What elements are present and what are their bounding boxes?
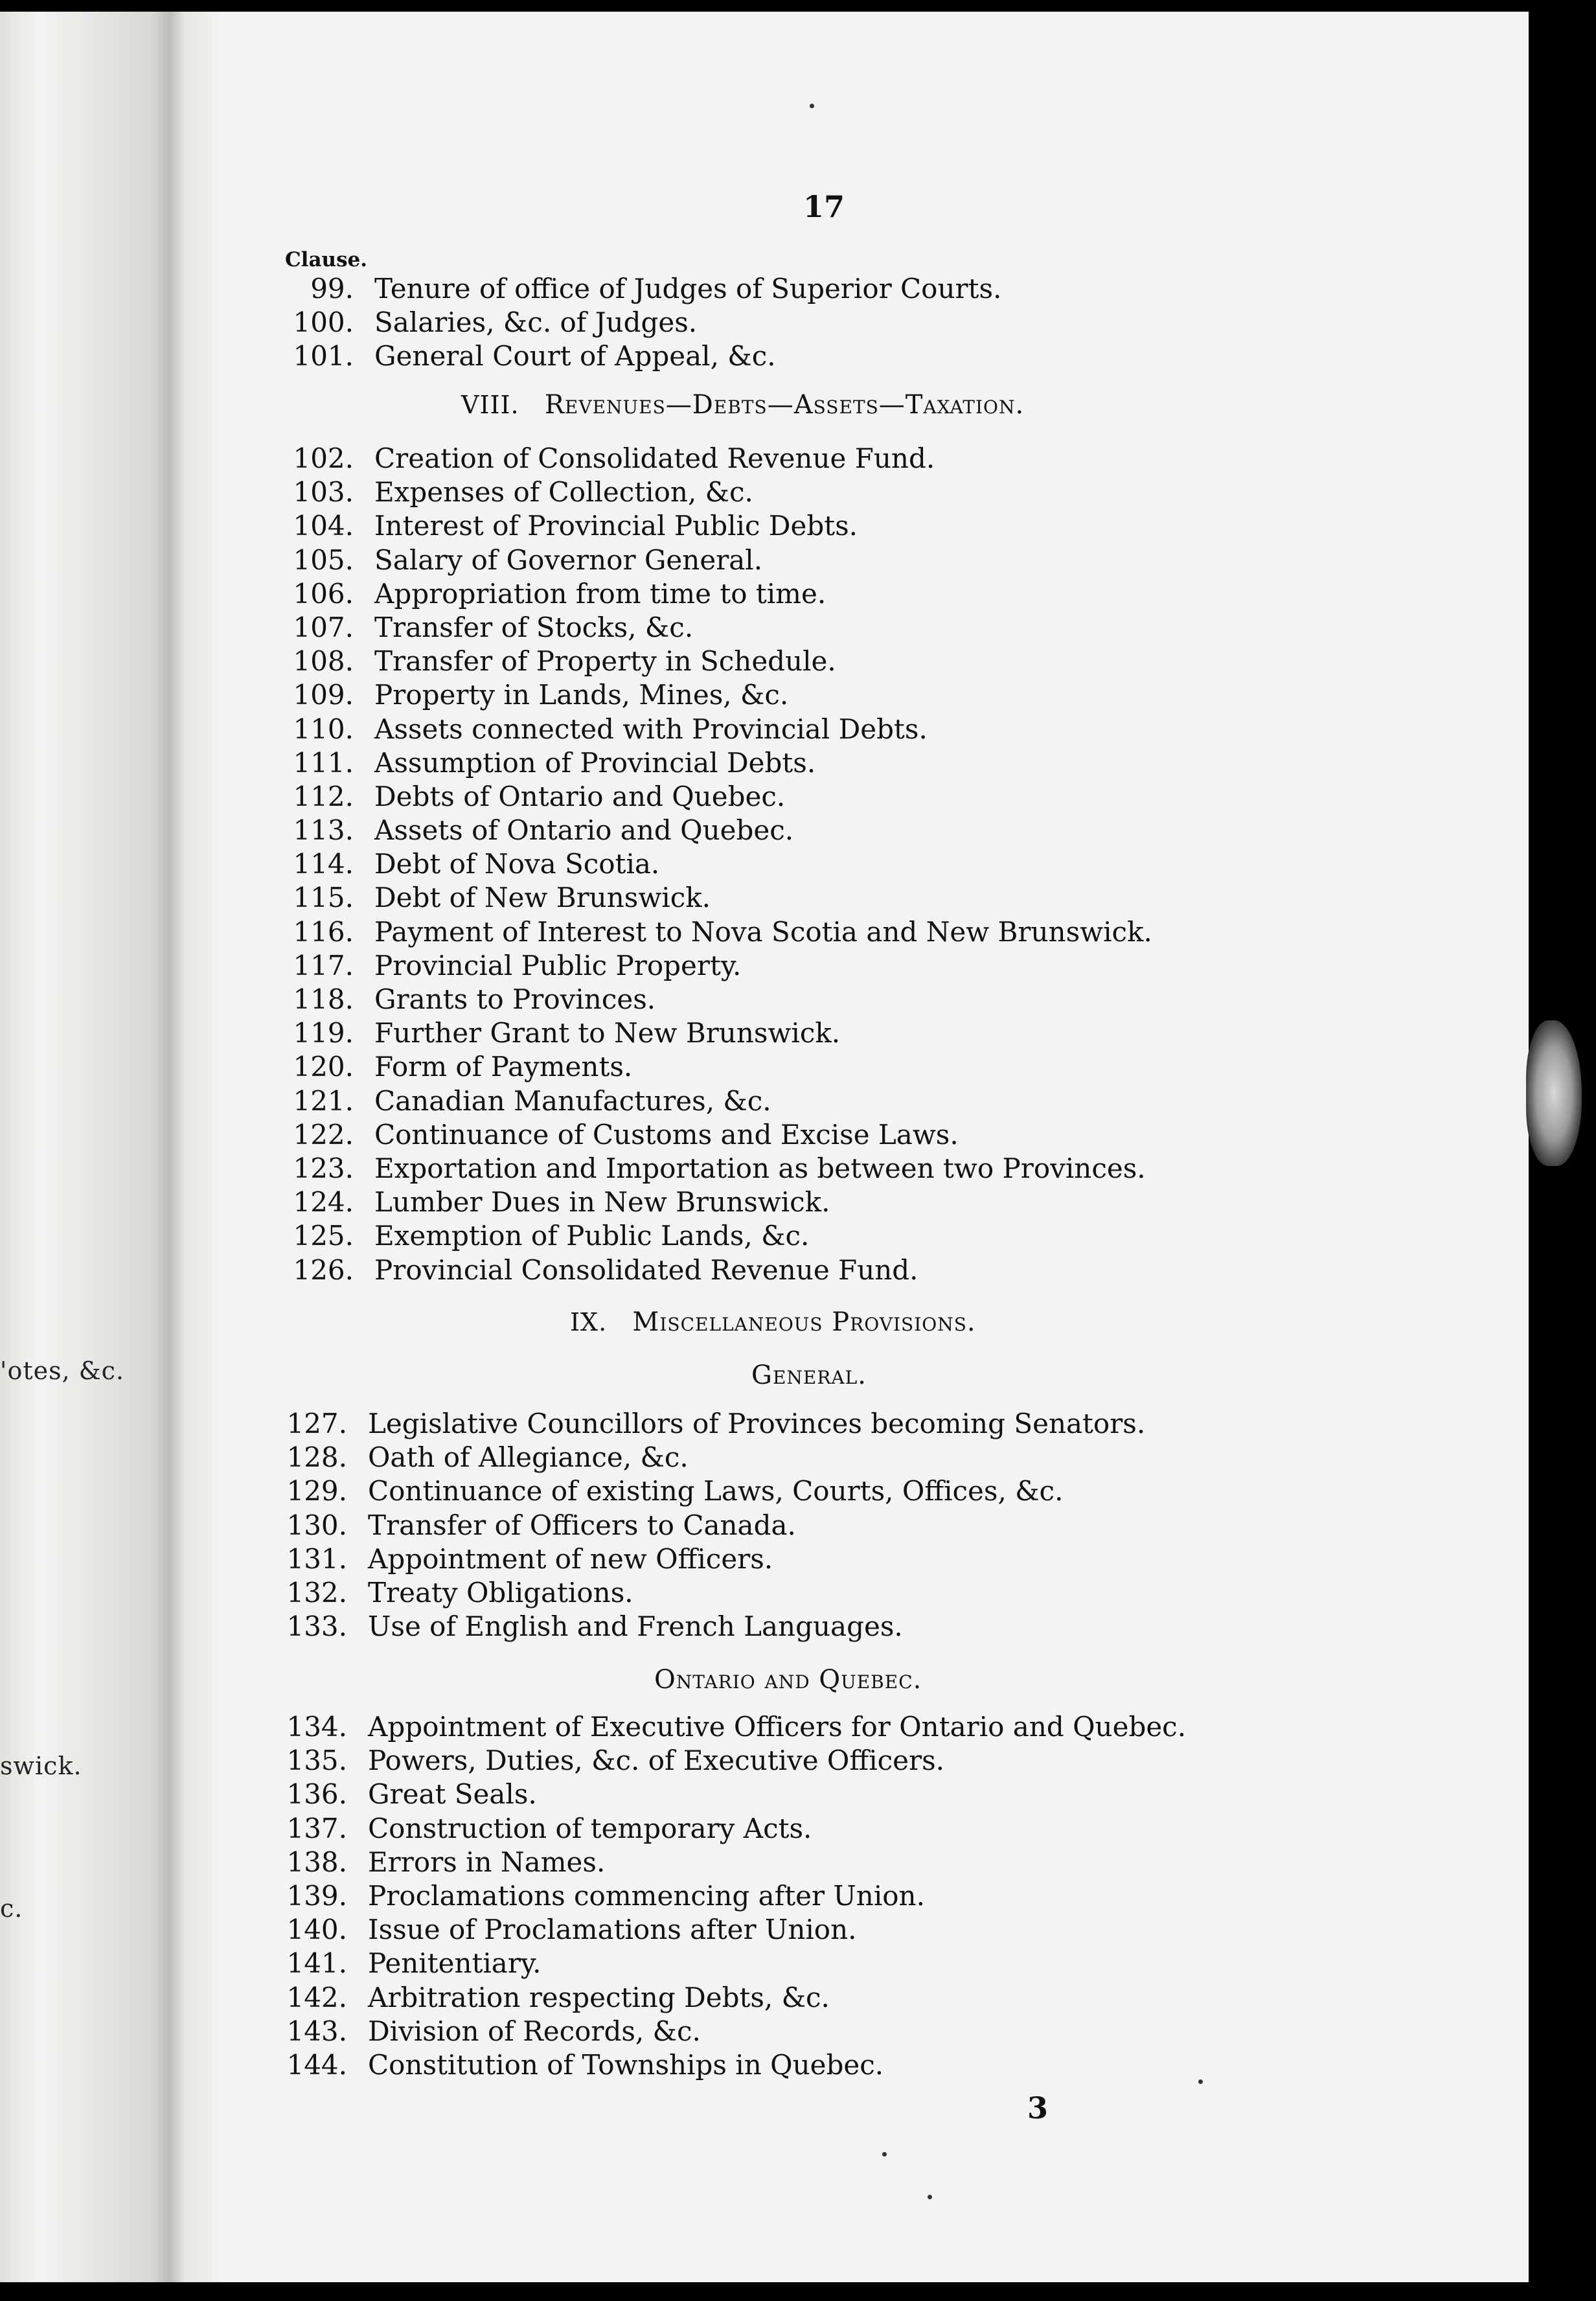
clause-number: 140. <box>286 1914 347 1946</box>
clause-title: Salary of Governor General. <box>374 544 763 576</box>
clause-number: 130. <box>286 1509 347 1541</box>
speck <box>882 2152 887 2157</box>
heading-general <box>751 1360 867 1390</box>
clause-number: 112. <box>293 780 354 812</box>
clause-title: Exemption of Public Lands, &c. <box>374 1220 810 1252</box>
clause-number: 133. <box>286 1610 347 1643</box>
speck <box>1198 2079 1203 2084</box>
clause-number: 102. <box>293 442 354 474</box>
clause-title: Provincial Public Property. <box>374 949 742 981</box>
clause-title: Payment of Interest to Nova Scotia and New Brunswick. <box>374 915 1152 948</box>
clause-number: 143. <box>286 2015 347 2047</box>
speck <box>810 104 814 108</box>
clause-title: Interest of Provincial Public Debts. <box>374 510 858 542</box>
heading-viii <box>461 390 1024 420</box>
clause-number: 114. <box>293 848 354 880</box>
clause-title: Division of Records, &c. <box>368 2015 701 2047</box>
clause-title: Assets of Ontario and Quebec. <box>374 814 794 847</box>
clause-title: Legislative Councillors of Provinces becoming Senators. <box>368 1408 1146 1439</box>
clause-title: Canadian Manufactures, &c. <box>374 1084 771 1117</box>
clause-number: 101. <box>293 340 354 372</box>
margin-note-3: c. <box>0 1894 23 1923</box>
clause-title: Continuance of Customs and Excise Laws. <box>374 1118 959 1150</box>
clause-title: Appropriation from time to time. <box>374 577 826 610</box>
clause-title: Use of English and French Languages. <box>368 1610 903 1643</box>
heading-ix-title: Miscellaneous Provisions. <box>632 1307 976 1337</box>
signature-mark: 3 <box>1027 2090 1049 2125</box>
clause-title: Debts of Ontario and Quebec. <box>374 780 786 812</box>
clause-number: 144. <box>286 2048 347 2081</box>
clause-title: Assumption of Provincial Debts. <box>374 746 816 779</box>
heading-general-text: General. <box>751 1360 867 1390</box>
margin-note-2: swick. <box>0 1752 82 1780</box>
clause-number: 132. <box>286 1576 347 1608</box>
heading-ontario-quebec <box>654 1665 922 1695</box>
binding-shadow <box>0 12 223 2282</box>
clause-title: Provincial Consolidated Revenue Fund. <box>374 1254 918 1286</box>
clause-title: Assets connected with Provincial Debts. <box>374 713 928 745</box>
clause-number: 111. <box>293 746 354 779</box>
page-edge-bottom <box>0 2282 1596 2301</box>
margin-note-1: 'otes, &c. <box>0 1357 124 1385</box>
clause-title: Continuance of existing Laws, Courts, Offices, &c. <box>368 1475 1064 1507</box>
clause-title: Construction of temporary Acts. <box>368 1812 812 1844</box>
clause-number: 122. <box>293 1118 354 1150</box>
clause-title: Creation of Consolidated Revenue Fund. <box>374 442 935 474</box>
clause-title: Appointment of Executive Officers for Ontario and Quebec. <box>368 1711 1187 1743</box>
clause-title: Debt of New Brunswick. <box>374 882 711 914</box>
clause-title: Powers, Duties, &c. of Executive Officers. <box>368 1745 944 1777</box>
clause-number: 129. <box>286 1475 347 1507</box>
clause-title: Property in Lands, Mines, &c. <box>374 679 789 711</box>
clause-number: 123. <box>293 1152 354 1184</box>
clause-title: Tenure of office of Judges of Superior Courts. <box>374 273 1002 304</box>
clause-title: Appointment of new Officers. <box>368 1542 773 1575</box>
heading-ix-numeral: IX. <box>570 1308 608 1336</box>
clause-number: 108. <box>293 645 354 678</box>
clause-number: 118. <box>293 983 354 1015</box>
clause-number: 113. <box>293 814 354 847</box>
clause-title: Grants to Provinces. <box>374 983 656 1015</box>
clause-title: Salaries, &c. of Judges. <box>374 306 698 339</box>
clause-title: Transfer of Officers to Canada. <box>368 1509 796 1541</box>
clause-number: 121. <box>293 1084 354 1117</box>
clause-title: Great Seals. <box>368 1778 537 1811</box>
clause-title: Transfer of Property in Schedule. <box>374 645 836 678</box>
clause-number: 115. <box>293 882 354 914</box>
clause-title: Constitution of Townships in Quebec. <box>368 2048 884 2081</box>
clause-title: Form of Payments. <box>374 1051 633 1083</box>
heading-ix <box>570 1307 976 1337</box>
clause-title: Expenses of Collection, &c. <box>374 476 753 509</box>
clause-number: 107. <box>293 611 354 643</box>
clause-number: 110. <box>293 713 354 745</box>
clause-title: Proclamations commencing after Union. <box>368 1879 925 1912</box>
clause-number: 127. <box>286 1408 347 1439</box>
clause-title: General Court of Appeal, &c. <box>374 340 776 372</box>
clause-number: 142. <box>286 1981 347 2013</box>
clause-number: 106. <box>293 577 354 610</box>
clause-number: 117. <box>293 949 354 981</box>
heading-viii-numeral: VIII. <box>461 391 519 419</box>
clause-number: 116. <box>293 915 354 948</box>
clause-title: Arbitration respecting Debts, &c. <box>368 1981 830 2013</box>
clause-number: 139. <box>286 1879 347 1912</box>
clause-number: 103. <box>293 476 354 509</box>
clause-title: Treaty Obligations. <box>368 1576 633 1608</box>
clause-number: 135. <box>286 1745 347 1777</box>
clause-title: Transfer of Stocks, &c. <box>374 611 694 643</box>
clause-number: 138. <box>286 1846 347 1878</box>
clause-number: 109. <box>293 679 354 711</box>
clause-title: Debt of Nova Scotia. <box>374 848 660 880</box>
clause-number: 126. <box>293 1254 354 1286</box>
speck <box>928 2195 932 2199</box>
clause-number: 124. <box>293 1186 354 1219</box>
clause-title: Issue of Proclamations after Union. <box>368 1914 857 1946</box>
clause-number: 137. <box>286 1812 347 1844</box>
clause-number: 100. <box>293 306 354 339</box>
clause-title: Further Grant to New Brunswick. <box>374 1017 841 1049</box>
clause-number: 134. <box>286 1711 347 1743</box>
clause-label: Clause. <box>285 248 368 271</box>
clause-number: 99. <box>310 273 354 304</box>
clause-number: 104. <box>293 510 354 542</box>
clause-title: Oath of Allegiance, &c. <box>368 1441 689 1474</box>
clause-number: 105. <box>293 544 354 576</box>
clause-number: 125. <box>293 1220 354 1252</box>
clause-title: Lumber Dues in New Brunswick. <box>374 1186 830 1219</box>
clause-title: Penitentiary. <box>368 1947 542 1980</box>
page-number: 17 <box>803 189 845 224</box>
scan-smudge <box>1526 1020 1582 1166</box>
clause-title: Errors in Names. <box>368 1846 606 1878</box>
clause-number: 141. <box>286 1947 347 1980</box>
clause-number: 120. <box>293 1051 354 1083</box>
clause-title: Exportation and Importation as between two Provinces. <box>374 1152 1146 1184</box>
clause-number: 128. <box>286 1441 347 1474</box>
clause-number: 136. <box>286 1778 347 1811</box>
clause-number: 131. <box>286 1542 347 1575</box>
heading-ontario-text: Ontario and Quebec. <box>654 1665 922 1695</box>
heading-viii-title: Revenues—Debts—Assets—Taxation. <box>544 390 1025 420</box>
clause-number: 119. <box>293 1017 354 1049</box>
